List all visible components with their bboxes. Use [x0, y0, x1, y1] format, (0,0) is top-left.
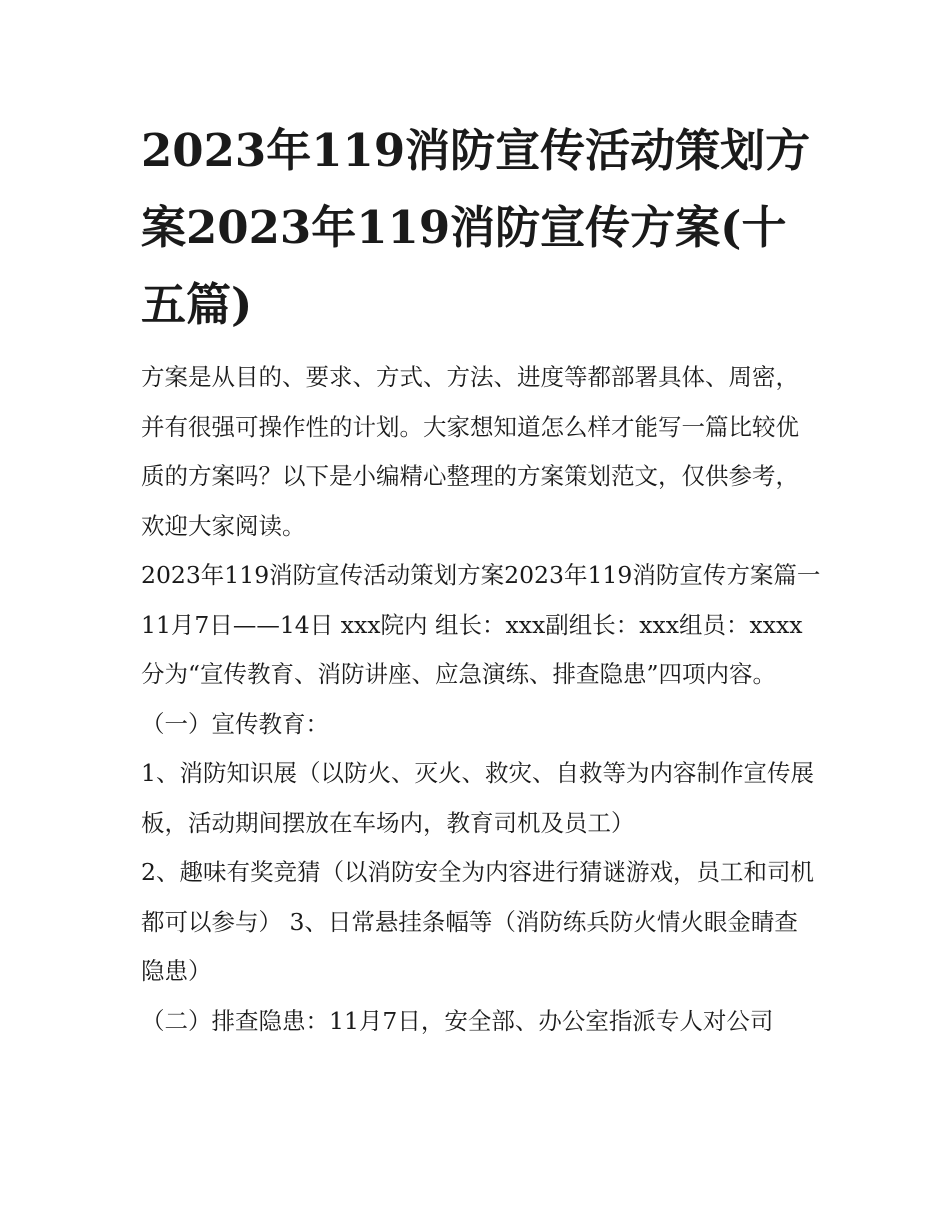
- plan-heading-paragraph: 2023年119消防宣传活动策划方案2023年119消防宣传方案篇一 11月7日——14日 xxx院内 组长：xxx副组长：xxx组员：xxxx: [141, 561, 821, 639]
- content-overview-paragraph: 分为“宣传教育、消防讲座、应急演练、排查隐患”四项内容。: [141, 660, 777, 688]
- document-page: [141, 112, 821, 1046]
- section-heading-hazard-check: （二）排查隐患：11月7日，安全部、办公室指派专人对公司: [141, 1006, 774, 1035]
- list-item-knowledge-exhibit: 1、消防知识展（以防火、灭火、救灾、自救等为内容制作宣传展板，活动期间摆放在车场内，教育司机及员工）: [141, 759, 814, 837]
- intro-paragraph: 方案是从目的、要求、方式、方法、进度等都部署具体、周密，并有很强可操作性的计划。大家想知道怎么样才能写一篇比较优质的方案吗？以下是小编精心整理的方案策划范文，仅供参考，欢迎大家阅读。: [141, 363, 799, 540]
- document-title: 2023年119消防宣传活动策划方案2023年119消防宣传方案(十五篇): [141, 124, 811, 331]
- list-item-quiz-and-banners: 2、趣味有奖竞猜（以消防安全为内容进行猜谜游戏，员工和司机都可以参与） 3、日常悬挂条幅等（消防练兵防火情火眼金睛查隐患）: [141, 858, 814, 985]
- section-heading-publicity: （一）宣传教育：: [141, 709, 329, 738]
